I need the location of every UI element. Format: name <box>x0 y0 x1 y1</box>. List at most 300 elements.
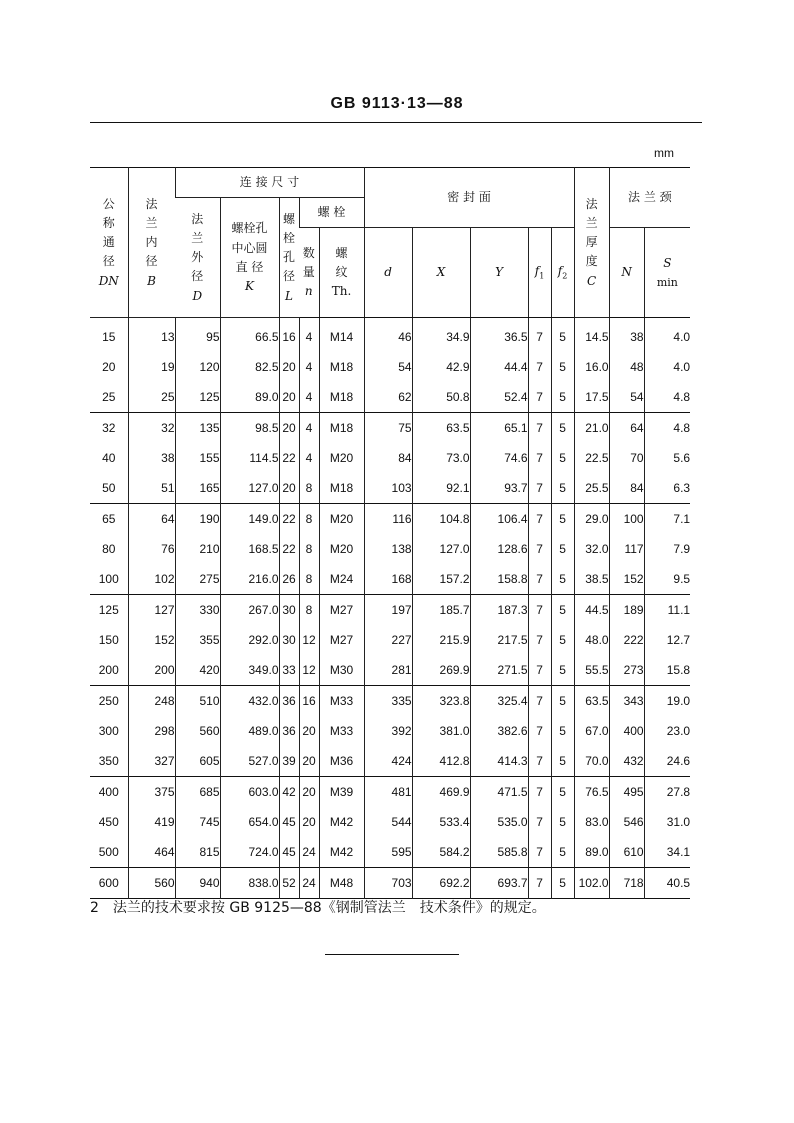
table-cell: 157.2 <box>412 564 470 595</box>
col-group-connection: 连 接 尺 寸 <box>175 168 364 198</box>
table-cell: 40.5 <box>644 868 690 899</box>
table-cell: 127 <box>128 595 175 626</box>
table-cell: 5 <box>551 382 574 413</box>
col-header-dn: 公称通径 DN <box>90 168 128 318</box>
table-row <box>90 352 690 382</box>
table-cell: 114.5 <box>220 443 279 473</box>
table-cell: 16 <box>279 318 299 353</box>
col-header-x: X <box>412 228 470 318</box>
table-cell: 610 <box>609 837 644 868</box>
table-cell: 22 <box>279 534 299 564</box>
table-cell: 495 <box>609 777 644 808</box>
table-cell: 158.8 <box>470 564 528 595</box>
table-cell: 4 <box>299 413 319 444</box>
table-cell: 168 <box>364 564 412 595</box>
table-cell: 7 <box>528 352 551 382</box>
table-cell: 102.0 <box>574 868 609 899</box>
table-row <box>90 837 690 868</box>
table-cell: 13 <box>128 318 175 353</box>
col-header-d: d <box>364 228 412 318</box>
table-cell: 25 <box>128 382 175 413</box>
table-cell: 25 <box>102 390 116 404</box>
table-cell: 275 <box>175 564 220 595</box>
table-cell: 16 <box>299 686 319 717</box>
table-row <box>90 473 690 504</box>
col-header-s: S min <box>644 228 690 318</box>
col-group-seal: 密 封 面 <box>364 168 574 228</box>
table-cell: 7 <box>528 868 551 899</box>
table-cell: 190 <box>175 504 220 535</box>
table-cell: 52.4 <box>470 382 528 413</box>
table-cell: 210 <box>175 534 220 564</box>
table-cell: 42 <box>279 777 299 808</box>
table-cell: 5 <box>551 504 574 535</box>
table-cell: 120 <box>175 352 220 382</box>
table-row <box>90 777 690 808</box>
table-cell: 15.8 <box>644 655 690 686</box>
table-cell: 7 <box>528 473 551 504</box>
table-row <box>90 413 690 444</box>
table-cell: 30 <box>279 595 299 626</box>
table-cell: 36.5 <box>470 318 528 353</box>
table-cell: 560 <box>175 716 220 746</box>
table-cell: 292.0 <box>220 625 279 655</box>
table-cell: 215.9 <box>412 625 470 655</box>
table-cell: 127.0 <box>412 534 470 564</box>
table-cell: 50 <box>102 481 116 495</box>
table-cell: 106.4 <box>470 504 528 535</box>
table-cell: M27 <box>319 595 364 626</box>
table-cell: 414.3 <box>470 746 528 777</box>
table-cell: 45 <box>279 837 299 868</box>
table-cell: 48.0 <box>574 625 609 655</box>
table-cell: 42.9 <box>412 352 470 382</box>
unit-label: mm <box>654 146 674 160</box>
end-rule <box>325 954 459 955</box>
table-cell: 685 <box>175 777 220 808</box>
table-row <box>90 318 690 353</box>
table-cell: 74.6 <box>470 443 528 473</box>
table-cell: 189 <box>609 595 644 626</box>
table-cell: 155 <box>175 443 220 473</box>
table-cell: 27.8 <box>644 777 690 808</box>
table-cell: 5 <box>551 564 574 595</box>
table-cell: 165 <box>175 473 220 504</box>
table-cell: 7 <box>528 837 551 868</box>
table-cell: 24 <box>299 837 319 868</box>
table-cell: 267.0 <box>220 595 279 626</box>
table-cell: 544 <box>364 807 412 837</box>
table-cell: 20 <box>299 777 319 808</box>
table-cell: 82.5 <box>220 352 279 382</box>
col-group-neck: 法 兰 颈 <box>609 168 690 228</box>
table-cell: 5 <box>551 868 574 899</box>
table-cell: 7.9 <box>644 534 690 564</box>
col-header-f1: $f_1$ <box>528 228 551 318</box>
table-cell: 4 <box>299 352 319 382</box>
table-cell: 489.0 <box>220 716 279 746</box>
table-cell: 32 <box>128 413 175 444</box>
table-cell: 584.2 <box>412 837 470 868</box>
table-cell: 125 <box>175 382 220 413</box>
table-cell: 471.5 <box>470 777 528 808</box>
table-cell: 89.0 <box>220 382 279 413</box>
table-cell: 12 <box>299 625 319 655</box>
table-cell: 32 <box>90 413 128 444</box>
table-cell: 7 <box>528 686 551 717</box>
table-cell: 595 <box>364 837 412 868</box>
table-cell: 724.0 <box>220 837 279 868</box>
table-cell: 104.8 <box>412 504 470 535</box>
col-header-neck-n: N <box>609 228 644 318</box>
table-cell: 4.8 <box>644 413 690 444</box>
table-cell: 14.5 <box>574 318 609 353</box>
table-row <box>90 746 690 777</box>
table-cell: 116 <box>364 504 412 535</box>
table-cell: 20 <box>279 352 299 382</box>
table-cell: 19.0 <box>644 686 690 717</box>
table-cell: 424 <box>364 746 412 777</box>
table-row <box>90 382 690 413</box>
table-cell: 23.0 <box>644 716 690 746</box>
table-cell: 11.1 <box>644 595 690 626</box>
table-cell: 24.6 <box>644 746 690 777</box>
table-cell: 84 <box>609 473 644 504</box>
table-cell: 327 <box>128 746 175 777</box>
table-cell: 55.5 <box>574 655 609 686</box>
table-cell: 217.5 <box>470 625 528 655</box>
table-cell: 838.0 <box>220 868 279 899</box>
table-cell: 39 <box>279 746 299 777</box>
table-cell: 692.2 <box>412 868 470 899</box>
table-cell: 432 <box>609 746 644 777</box>
table-cell: 6.3 <box>644 473 690 504</box>
col-header-c: 法兰厚度 C <box>574 168 609 318</box>
table-cell: 281 <box>364 655 412 686</box>
table-cell: 5.6 <box>644 443 690 473</box>
table-row <box>90 807 690 837</box>
table-cell: 21.0 <box>574 413 609 444</box>
table-cell: 100 <box>609 504 644 535</box>
table-cell: 600 <box>90 868 128 899</box>
table-cell: 44.4 <box>470 352 528 382</box>
table-cell: 51 <box>128 473 175 504</box>
table-cell: 500 <box>98 845 119 859</box>
table-cell: 323.8 <box>412 686 470 717</box>
table-cell: 7 <box>528 746 551 777</box>
table-cell: 7 <box>528 655 551 686</box>
table-cell: M20 <box>319 534 364 564</box>
table-cell: 200 <box>128 655 175 686</box>
table-cell: 17.5 <box>574 382 609 413</box>
table-cell: 271.5 <box>470 655 528 686</box>
col-group-bolt: 螺 栓 <box>299 198 364 228</box>
table-cell: 432.0 <box>220 686 279 717</box>
table-cell: M36 <box>319 746 364 777</box>
table-cell: 76 <box>128 534 175 564</box>
table-cell: 25.5 <box>574 473 609 504</box>
table-cell: 510 <box>175 686 220 717</box>
table-cell: 12.7 <box>644 625 690 655</box>
table-cell: 450 <box>98 815 119 829</box>
table-cell: 33 <box>279 655 299 686</box>
table-cell: 30 <box>279 625 299 655</box>
table-cell: M18 <box>319 413 364 444</box>
table-cell: 187.3 <box>470 595 528 626</box>
table-cell: 7 <box>528 777 551 808</box>
table-cell: 718 <box>609 868 644 899</box>
table-cell: 469.9 <box>412 777 470 808</box>
table-row <box>90 595 690 626</box>
table-cell: 464 <box>128 837 175 868</box>
table-cell: 95 <box>175 318 220 353</box>
table-cell: 8 <box>299 473 319 504</box>
table-cell: 412.8 <box>412 746 470 777</box>
table-cell: 20 <box>279 382 299 413</box>
table-cell: 7 <box>528 504 551 535</box>
table-cell: 22 <box>279 443 299 473</box>
flange-dimension-table <box>90 167 690 899</box>
table-cell: 355 <box>175 625 220 655</box>
table-cell: 419 <box>128 807 175 837</box>
table-cell: 298 <box>128 716 175 746</box>
table-cell: 38 <box>128 443 175 473</box>
table-cell: M24 <box>319 564 364 595</box>
table-cell: 128.6 <box>470 534 528 564</box>
table-cell: 50.8 <box>412 382 470 413</box>
table-cell: 152 <box>128 625 175 655</box>
table-cell: 392 <box>364 716 412 746</box>
table-cell: 103 <box>364 473 412 504</box>
table-cell: M18 <box>319 473 364 504</box>
table-cell: M18 <box>319 352 364 382</box>
table-cell: 20 <box>279 473 299 504</box>
table-cell: 7 <box>528 625 551 655</box>
table-cell: 5 <box>551 443 574 473</box>
table-cell: 381.0 <box>412 716 470 746</box>
table-cell: 5 <box>551 534 574 564</box>
table-cell: 83.0 <box>574 807 609 837</box>
note-technical-requirements: 2 法兰的技术要求按 GB 9125—88《钢制管法兰 技术条件》的规定。 <box>90 900 546 916</box>
table-cell: 16.0 <box>574 352 609 382</box>
table-cell: 29.0 <box>574 504 609 535</box>
table-cell: 75 <box>364 413 412 444</box>
table-cell: 222 <box>609 625 644 655</box>
table-cell: 603.0 <box>220 777 279 808</box>
table-cell: 20 <box>279 413 299 444</box>
header-rule <box>90 122 702 123</box>
table-cell: 125 <box>90 595 128 626</box>
table-cell: 527.0 <box>220 746 279 777</box>
table-cell: 375 <box>128 777 175 808</box>
table-cell: 9.5 <box>644 564 690 595</box>
table-cell: 343 <box>609 686 644 717</box>
table-cell: 31.0 <box>644 807 690 837</box>
table-cell: 100 <box>98 572 119 586</box>
table-cell: 5 <box>551 807 574 837</box>
table-cell: 66.5 <box>220 318 279 353</box>
table-cell: 7 <box>528 595 551 626</box>
table-cell: 92.1 <box>412 473 470 504</box>
table-cell: 5 <box>551 595 574 626</box>
table-cell: 34.1 <box>644 837 690 868</box>
table-body <box>90 318 690 899</box>
table-cell: 26 <box>279 564 299 595</box>
col-header-f2: $f_2$ <box>551 228 574 318</box>
table-cell: 98.5 <box>220 413 279 444</box>
table-cell: 703 <box>364 868 412 899</box>
table-cell: M33 <box>319 686 364 717</box>
table-cell: 273 <box>609 655 644 686</box>
table-cell: 4 <box>299 443 319 473</box>
table-cell: 5 <box>551 625 574 655</box>
table-cell: 67.0 <box>574 716 609 746</box>
table-row <box>90 443 690 473</box>
table-cell: 40 <box>102 451 116 465</box>
table-cell: 48 <box>609 352 644 382</box>
table-cell: 7 <box>528 534 551 564</box>
table-cell: 36 <box>279 716 299 746</box>
table-cell: 815 <box>175 837 220 868</box>
table-cell: 168.5 <box>220 534 279 564</box>
table-cell: 335 <box>364 686 412 717</box>
table-cell: 19 <box>128 352 175 382</box>
table-cell: 546 <box>609 807 644 837</box>
table-cell: 8 <box>299 534 319 564</box>
table-cell: 4.0 <box>644 318 690 353</box>
table-cell: 46 <box>364 318 412 353</box>
col-header-l: 螺栓孔径 L <box>279 198 299 318</box>
table-cell: 8 <box>299 504 319 535</box>
table-cell: 150 <box>98 633 119 647</box>
table-cell: 533.4 <box>412 807 470 837</box>
table-cell: 62 <box>364 382 412 413</box>
table-cell: 605 <box>175 746 220 777</box>
table-cell: 693.7 <box>470 868 528 899</box>
table-cell: 38 <box>609 318 644 353</box>
table-cell: 7 <box>528 564 551 595</box>
table-cell: 248 <box>128 686 175 717</box>
table-cell: 4 <box>299 318 319 353</box>
page-header-standard-number: GB 9113·13—88 <box>330 95 464 112</box>
table-cell: 4 <box>299 382 319 413</box>
table-cell: 12 <box>299 655 319 686</box>
table-cell: 300 <box>98 724 119 738</box>
table-cell: 5 <box>551 777 574 808</box>
table-cell: 330 <box>175 595 220 626</box>
table-cell: 22 <box>279 504 299 535</box>
col-header-k: 螺栓孔中心圆直 径 K <box>220 198 279 318</box>
table-cell: 64 <box>609 413 644 444</box>
table-cell: 560 <box>128 868 175 899</box>
table-cell: 45 <box>279 807 299 837</box>
table-cell: 138 <box>364 534 412 564</box>
col-header-b: 法兰内径 B <box>128 168 175 318</box>
table-cell: 70.0 <box>574 746 609 777</box>
table-cell: 93.7 <box>470 473 528 504</box>
table-cell: 76.5 <box>574 777 609 808</box>
table-cell: 227 <box>364 625 412 655</box>
table-cell: 70 <box>609 443 644 473</box>
table-cell: 5 <box>551 837 574 868</box>
table-cell: M27 <box>319 625 364 655</box>
table-cell: 940 <box>175 868 220 899</box>
table-cell: 745 <box>175 807 220 837</box>
table-cell: 481 <box>364 777 412 808</box>
col-header-n: 数量 n <box>299 228 319 318</box>
table-cell: 20 <box>102 360 116 374</box>
table-cell: 80 <box>102 542 116 556</box>
table-cell: 20 <box>299 716 319 746</box>
table-cell: 269.9 <box>412 655 470 686</box>
table-cell: 152 <box>609 564 644 595</box>
table-cell: M20 <box>319 443 364 473</box>
table-cell: 5 <box>551 352 574 382</box>
table-cell: 20 <box>299 807 319 837</box>
table-cell: 73.0 <box>412 443 470 473</box>
table-cell: 7 <box>528 318 551 353</box>
table-cell: 64 <box>128 504 175 535</box>
table-cell: 185.7 <box>412 595 470 626</box>
table-cell: 63.5 <box>412 413 470 444</box>
table-cell: 325.4 <box>470 686 528 717</box>
table-cell: 197 <box>364 595 412 626</box>
table-cell: 32.0 <box>574 534 609 564</box>
table-cell: 36 <box>279 686 299 717</box>
table-cell: 84 <box>364 443 412 473</box>
table-cell: 4.0 <box>644 352 690 382</box>
table-row <box>90 534 690 564</box>
table-cell: M39 <box>319 777 364 808</box>
table-cell: 5 <box>551 686 574 717</box>
table-cell: 5 <box>551 413 574 444</box>
table-cell: M14 <box>319 318 364 353</box>
table-cell: 350 <box>98 754 119 768</box>
table-cell: 149.0 <box>220 504 279 535</box>
table-cell: 8 <box>299 564 319 595</box>
table-cell: 65.1 <box>470 413 528 444</box>
table-cell: 135 <box>175 413 220 444</box>
table-cell: 89.0 <box>574 837 609 868</box>
table-cell: 52 <box>279 868 299 899</box>
table-cell: 8 <box>299 595 319 626</box>
table-cell: 585.8 <box>470 837 528 868</box>
table-cell: 38.5 <box>574 564 609 595</box>
table-cell: 44.5 <box>574 595 609 626</box>
table-cell: 15 <box>102 330 116 344</box>
table-cell: 117 <box>609 534 644 564</box>
table-cell: 216.0 <box>220 564 279 595</box>
table-row <box>90 625 690 655</box>
col-header-th: 螺纹 Th. <box>319 228 364 318</box>
table-cell: M20 <box>319 504 364 535</box>
table-cell: 382.6 <box>470 716 528 746</box>
table-cell: 7 <box>528 413 551 444</box>
table-cell: 7 <box>528 716 551 746</box>
table-cell: 63.5 <box>574 686 609 717</box>
table-cell: 5 <box>551 716 574 746</box>
table-row <box>90 686 690 717</box>
table-row <box>90 564 690 595</box>
table-cell: 654.0 <box>220 807 279 837</box>
table-cell: 7.1 <box>644 504 690 535</box>
table-cell: 20 <box>299 746 319 777</box>
table-cell: M33 <box>319 716 364 746</box>
table-cell: 7 <box>528 807 551 837</box>
table-row <box>90 868 690 899</box>
table-cell: 349.0 <box>220 655 279 686</box>
table-cell: 5 <box>551 746 574 777</box>
